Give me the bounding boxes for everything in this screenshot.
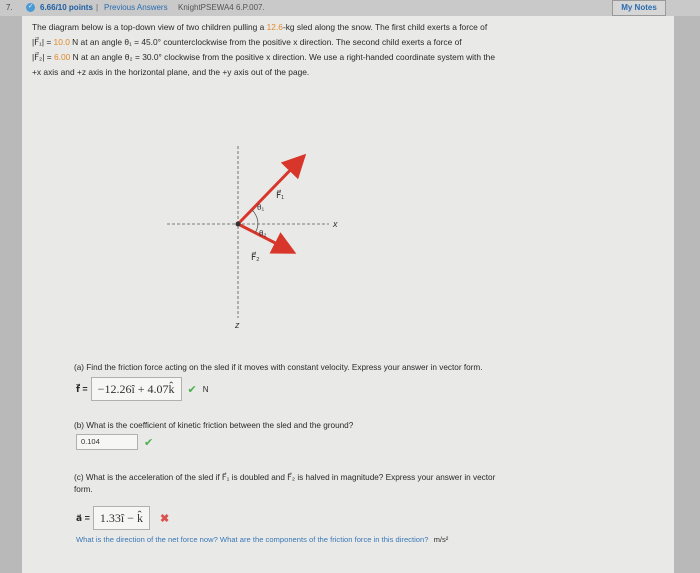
part-c-hint: What is the direction of the net force now? What are the components of the friction force in this direction? m/s² <box>76 535 449 544</box>
part-c-answer-row <box>76 506 169 530</box>
force-diagram <box>147 132 367 342</box>
question-header <box>0 0 700 16</box>
f1-value: 10.0 <box>53 37 70 47</box>
check-icon: ✔ <box>144 436 154 449</box>
part-a-unit: N <box>202 384 209 394</box>
points-status-icon: ✓ <box>27 4 34 10</box>
problem-line-3: |F⃗₂| = 6.00 N at an angle θ₂ = 30.0° clockwise from the positive x direction. We use a right-handed coordinate system with the <box>32 52 495 62</box>
part-b-answer-row <box>76 434 153 450</box>
theta2-arc <box>255 224 258 233</box>
theta1-arc <box>252 210 258 224</box>
part-c-unit: m/s² <box>433 535 449 544</box>
z-axis-label: z <box>235 320 240 330</box>
problem-line-2: |F⃗₁| = 10.0 N at an angle θ₁ = 45.0° counterclockwise from the positive x direction. The second child exerts a force of <box>32 37 462 47</box>
sled-point <box>236 222 241 227</box>
question-number: 7. <box>6 3 13 12</box>
check-icon: ✔ <box>187 383 197 396</box>
x-icon: ✖ <box>159 512 170 525</box>
part-a-answer-input[interactable]: −12.26î + 4.07k̂ <box>91 377 182 401</box>
header-separator: | <box>96 3 99 12</box>
part-c-question-line1: (c) What is the acceleration of the sled if F⃗₁ is doubled and F⃗₂ is halved in magnitude? Express your answer in vector <box>74 473 496 482</box>
part-b-question: (b) What is the coefficient of kinetic friction between the sled and the ground? <box>74 421 354 430</box>
problem-line-1: The diagram below is a top-down view of two children pulling a 12.6-kg sled along the snow. The first child exerts a force of <box>32 22 488 32</box>
part-c-question-line2: form. <box>74 485 93 494</box>
theta2-label: θ₂ <box>259 229 267 238</box>
mass-value: 12.6 <box>266 22 283 32</box>
part-c-answer-input[interactable]: 1.33î − k̂ <box>93 506 150 530</box>
my-notes-button[interactable]: My Notes <box>612 0 666 16</box>
f1-arrow <box>238 158 302 224</box>
previous-answers-link[interactable]: Previous Answers <box>104 3 168 12</box>
part-a-answer-row <box>76 377 209 401</box>
question-panel <box>22 16 674 573</box>
part-a-question: (a) Find the friction force acting on the sled if it moves with constant velocity. Express your answer in vector form. <box>74 363 483 372</box>
part-b-answer-input[interactable]: 0.104 <box>76 434 138 450</box>
part-a-label: f⃗ = <box>76 383 88 394</box>
x-axis-label: x <box>333 219 338 229</box>
points-score: 6.66/10 points <box>40 3 93 12</box>
f2-label: F⃗₂ <box>251 252 260 262</box>
part-c-label: a⃗ = <box>76 512 90 523</box>
problem-line-4: +x axis and +z axis in the horizontal plane, and the +y axis out of the page. <box>32 67 310 77</box>
f2-value: 6.00 <box>53 52 71 62</box>
theta1-label: θ₁ <box>257 203 265 212</box>
problem-code: KnightPSEWA4 6.P.007. <box>178 3 265 12</box>
f1-label: F⃗₁ <box>276 190 285 200</box>
problem-statement <box>32 20 662 80</box>
